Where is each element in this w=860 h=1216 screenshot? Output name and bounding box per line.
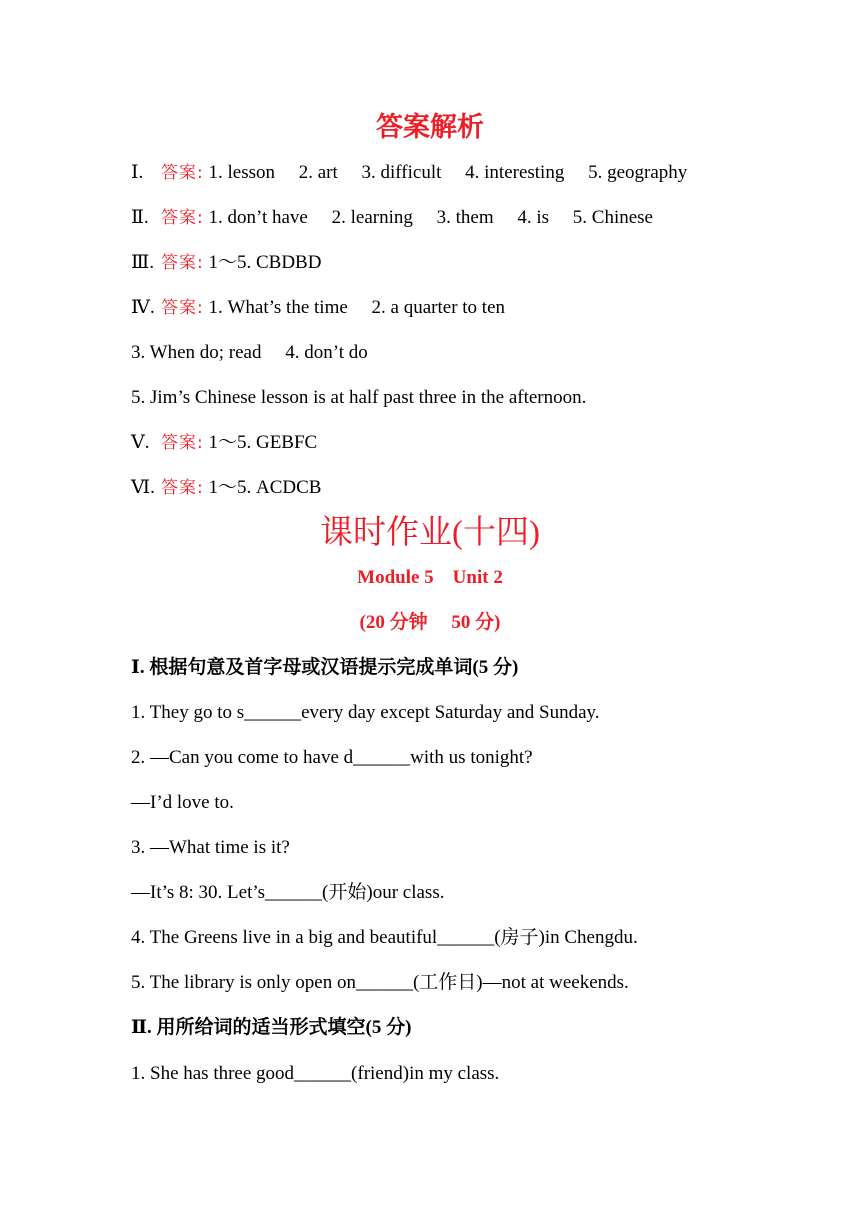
roman-numeral: Ⅲ. <box>131 252 155 273</box>
roman-numeral: Ⅰ. <box>131 162 144 183</box>
answer-label: 答案: <box>161 298 204 318</box>
section-1-heading: Ⅰ. 根据句意及首字母或汉语提示完成单词(5 分) <box>131 657 519 678</box>
answer-label: 答案: <box>161 253 204 273</box>
answer-row-6 <box>131 476 321 500</box>
roman-numeral: Ⅵ. <box>131 477 155 498</box>
answer-row-4 <box>131 296 505 320</box>
answer-row-2 <box>131 206 653 230</box>
question-line: 1. They go to s______every day except Saturday and Sunday. <box>131 702 600 723</box>
answer-text: 1. What’s the time 2. a quarter to ten <box>208 297 506 318</box>
answer-text: 1. lesson 2. art 3. difficult 4. interesting 5. geography <box>208 162 688 183</box>
section-2-heading: Ⅱ. 用所给词的适当形式填空(5 分) <box>131 1017 412 1038</box>
question-line: —It’s 8: 30. Let’s______(开始)our class. <box>131 882 445 903</box>
answer-row-1 <box>131 161 687 185</box>
question-line: 1. She has three good______(friend)in my class. <box>131 1063 500 1084</box>
answer-row-5 <box>131 431 317 455</box>
question-line: 3. —What time is it? <box>131 837 290 858</box>
homework-title: 课时作业(十四) <box>320 515 540 551</box>
answer-row-3 <box>131 251 321 275</box>
answer-label: 答案: <box>161 478 204 498</box>
answer-continuation-1: 3. When do; read 4. don’t do <box>131 342 368 363</box>
question-line: 5. The library is only open on______(工作日)—not at weekends. <box>131 972 629 993</box>
question-line: 2. —Can you come to have d______with us tonight? <box>131 747 533 768</box>
answer-label: 答案: <box>161 208 204 228</box>
answer-label: 答案: <box>161 163 204 183</box>
answer-text: 1～5. ACDCB <box>208 477 322 498</box>
answer-text: 1～5. CBDBD <box>208 252 322 273</box>
answer-text: 1. don’t have 2. learning 3. them 4. is 5. Chinese <box>208 207 653 228</box>
answer-label: 答案: <box>161 433 204 453</box>
question-line: —I’d love to. <box>131 792 234 813</box>
answer-continuation-2: 5. Jim’s Chinese lesson is at half past three in the afternoon. <box>131 387 587 408</box>
answers-title: 答案解析 <box>376 112 484 142</box>
roman-numeral: Ⅱ. <box>131 207 149 228</box>
answer-text: 1～5. GEBFC <box>208 432 318 453</box>
module-heading: Module 5 Unit 2 <box>357 567 503 588</box>
roman-numeral: Ⅴ. <box>131 432 150 453</box>
roman-numeral: Ⅳ. <box>131 297 155 318</box>
time-score-heading: (20 分钟 50 分) <box>359 612 501 633</box>
question-line: 4. The Greens live in a big and beautiful______(房子)in Chengdu. <box>131 927 638 948</box>
